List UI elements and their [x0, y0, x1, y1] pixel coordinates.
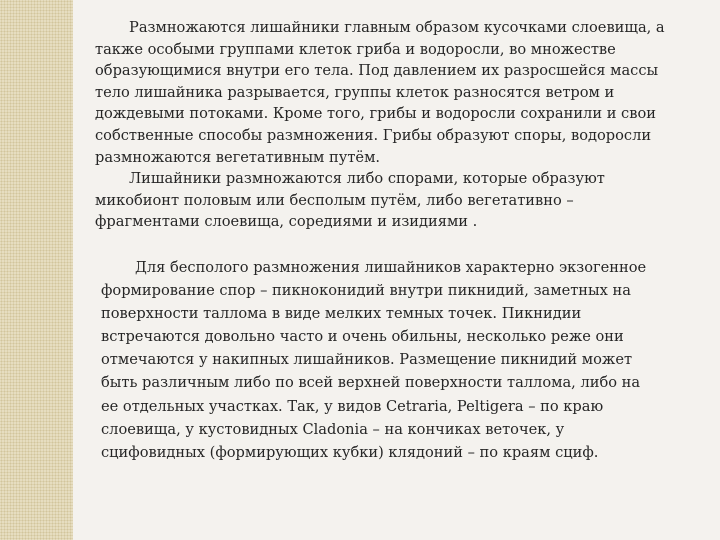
text-line: поверхности таллома в виде мелких темных точек. Пикнидии	[101, 305, 582, 323]
text-line: Лишайники размножаются либо спорами, которые образуют	[129, 170, 605, 188]
text-line: также особыми группами клеток гриба и водоросли, во множестве	[95, 40, 616, 58]
text-line: Размножаются лишайники главным образом кусочками слоевища, а	[129, 19, 665, 36]
text-line: образующимися внутри его тела. Под давлением их разросшейся массы	[95, 62, 659, 80]
text-line: отмечаются у накипных лишайников. Размещение пикнидий может	[101, 351, 633, 369]
text-line: ее отдельных участках. Так, у видов Cetraria, Peltigera – по краю	[101, 397, 604, 415]
text-line: тело лишайника разрывается, группы клеток разносятся ветром и	[95, 83, 615, 101]
text-block-reproduction	[95, 17, 665, 233]
text-line: размножаются вегетативным путём.	[95, 148, 381, 166]
text-line: собственные способы размножения. Грибы образуют споры, водоросли	[95, 126, 652, 144]
paragraph-spores-or-vegetative	[95, 168, 655, 233]
text-line: Для бесполого размножения лишайников характерно экзогенное	[135, 259, 647, 276]
text-line: быть различным либо по всей верхней поверхности таллома, либо на	[101, 374, 641, 392]
text-block-asexual-reproduction	[101, 256, 661, 464]
text-line: слоевища, у кустовидных Cladonia – на кончиках веточек, у	[101, 420, 565, 438]
text-line: микобионт половым или бесполым путём, либо вегетативно –	[95, 191, 574, 209]
text-line: встречаются довольно часто и очень обильны, несколько реже они	[101, 328, 624, 346]
text-line: сцифовидных (формирующих кубки) клядоний – по краям сциф.	[101, 443, 599, 461]
paragraph-lichen-reproduction-overview	[95, 17, 665, 168]
paragraph-pycnidia	[101, 256, 661, 464]
text-line: дождевыми потоками. Кроме того, грибы и водоросли сохранили и свои	[95, 105, 656, 123]
text-line: формирование спор – пикноконидий внутри пикнидий, заметных на	[101, 282, 631, 300]
text-line: фрагментами слоевища, соредиями и изидиями .	[95, 213, 478, 231]
